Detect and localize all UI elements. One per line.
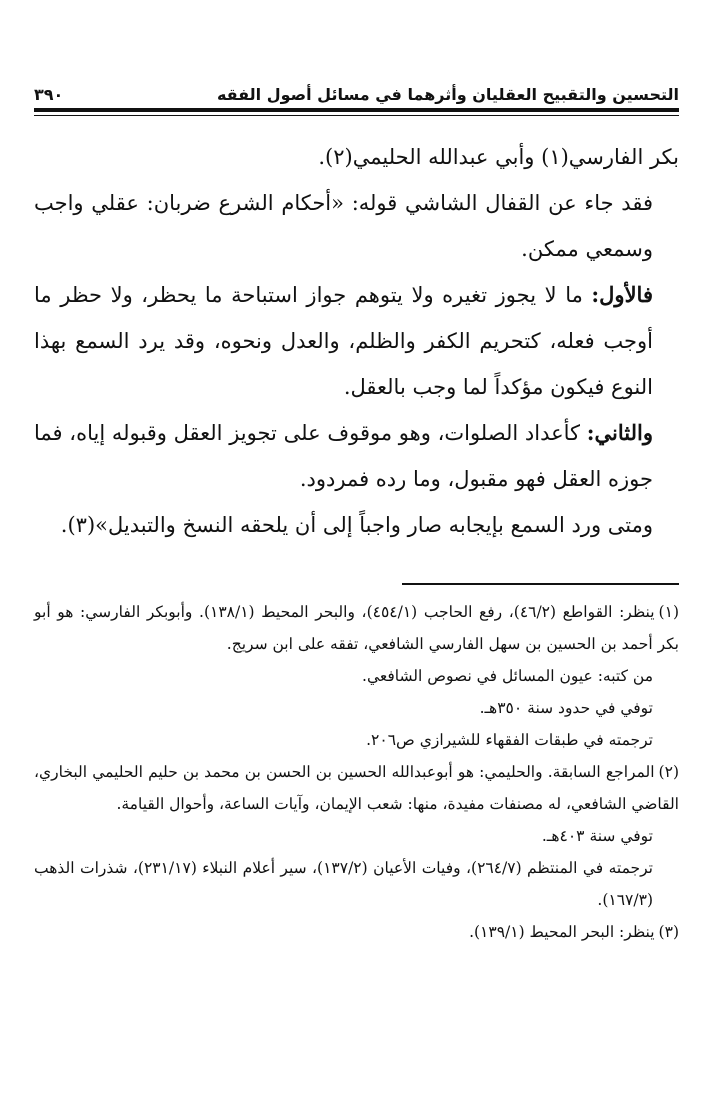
paragraph-lead-first: فالأول: xyxy=(591,282,653,307)
header-rule-thin xyxy=(34,115,679,116)
page-number: ٣٩٠ xyxy=(34,85,64,104)
body-paragraph-1: بكر الفارسي(١) وأبي عبدالله الحليمي(٢). xyxy=(318,145,679,169)
footnote-3: (٣)ينظر: البحر المحيط (١٣٩/١). xyxy=(469,923,679,941)
footnote-2-line: ترجمته في المنتظم (٢٦٤/٧)، وفيات الأعيان (١٣٧/٢)، سير أعلام النبلاء (٢٣١/١٧)، شذرات الذهب (١٦٧/٣). xyxy=(34,859,653,909)
footnote-number: (١) xyxy=(658,603,679,621)
footnotes xyxy=(34,596,679,948)
body-paragraph-2: فقد جاء عن القفال الشاشي قوله: «أحكام الشرع ضربان: عقلي واجب وسمعي ممكن. xyxy=(34,191,653,261)
footnote-2-line: توفي سنة ٤٠٣هـ. xyxy=(541,827,653,845)
footnote-number: (٣) xyxy=(658,923,679,941)
main-text xyxy=(34,134,679,548)
paragraph-lead-second: والثاني: xyxy=(586,420,653,445)
footnote-1-line: ترجمته في طبقات الفقهاء للشيرازي ص٢٠٦. xyxy=(366,731,653,749)
running-title: التحسين والتقبيح العقليان وأثرهما في مسائل أصول الفقه xyxy=(216,85,679,104)
footnote-separator xyxy=(402,583,679,585)
footnote-1-line: من كتبه: عيون المسائل في نصوص الشافعي. xyxy=(362,667,653,685)
body-paragraph-3: فالأول: ما لا يجوز تغيره ولا يتوهم جواز استباحة ما يحظر، ولا حظر ما أوجب فعله، كتحريم الكفر والظلم، والعدل ونحوه، وقد يرد السمع بهذا النوع فيكون مؤكداً لما وجب بالعقل. xyxy=(34,282,653,399)
page-header xyxy=(34,74,679,104)
footnote-2: (٢)المراجع السابقة. والحليمي: هو أبوعبدالله الحسين بن الحسن بن محمد بن حليم الحليمي البخاري، القاضي الشافعي، له مصنفات مفيدة، منها: شعب الإيمان، وآيات الساعة، وأحوال القيامة. xyxy=(34,763,679,813)
footnote-number: (٢) xyxy=(658,763,679,781)
footnote-1-line: توفي في حدود سنة ٣٥٠هـ. xyxy=(479,699,653,717)
header-rule-thick xyxy=(34,108,679,112)
footnote-1: (١)ينظر: القواطع (٤٦/٢)، رفع الحاجب (٤٥٤/١)، والبحر المحيط (١٣٨/١). وأبوبكر الفارسي: هو أبو بكر أحمد بن الحسين بن سهل الفارسي الشافعي، تفقه على ابن سريج. xyxy=(34,603,679,653)
body-paragraph-4: والثاني: كأعداد الصلوات، وهو موقوف على تجويز العقل وقبوله إياه، فما جوزه العقل فهو مقبول، وما رده فمردود. xyxy=(34,420,653,491)
body-paragraph-5: ومتى ورد السمع بإيجابه صار واجباً إلى أن يلحقه النسخ والتبديل»(٣). xyxy=(60,513,653,537)
